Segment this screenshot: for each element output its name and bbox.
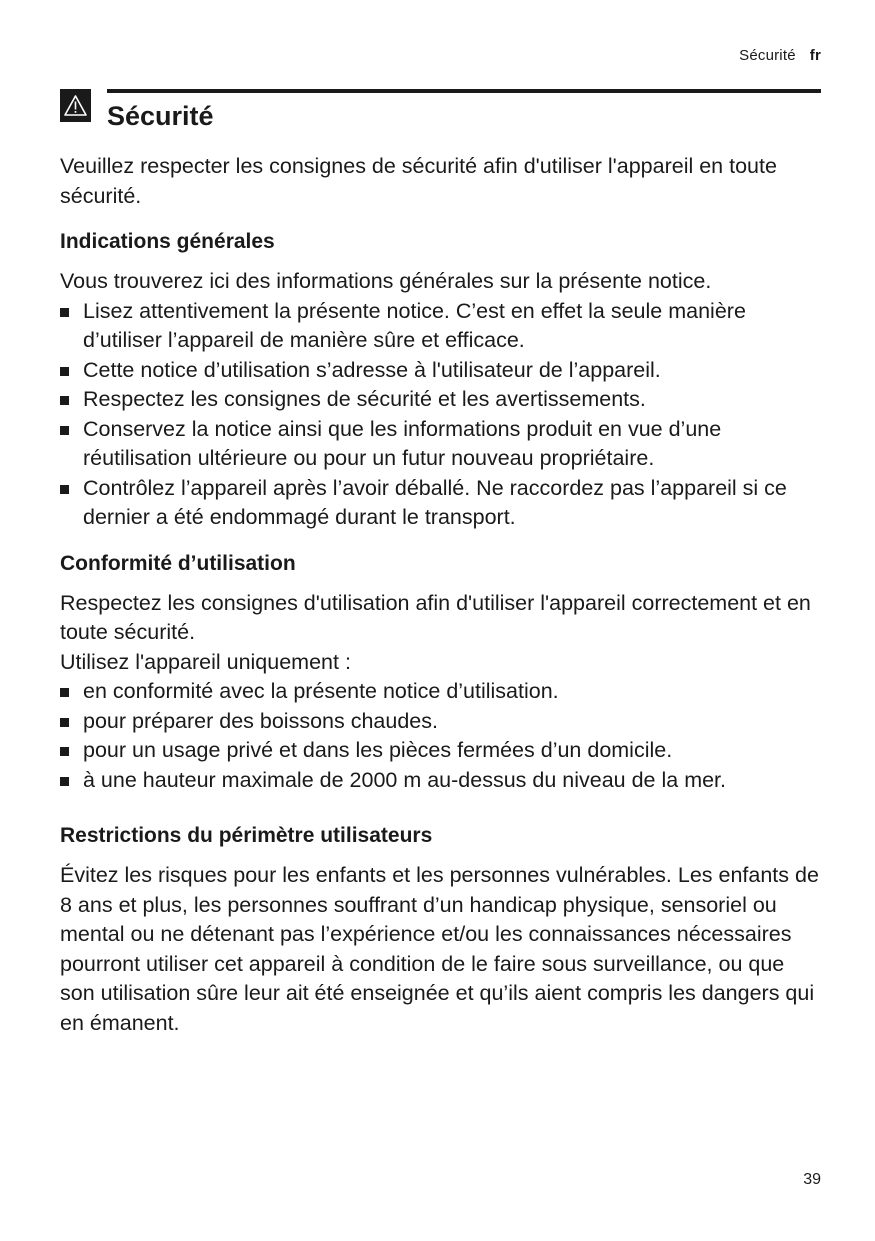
list-item: en conformité avec la présente notice d’utilisation. — [60, 677, 823, 707]
section-heading-user-restrictions: Restrictions du périmètre utilisateurs — [60, 824, 433, 847]
page-title: Sécurité — [107, 101, 214, 131]
list-item: pour un usage privé et dans les pièces fermées d’un domicile. — [60, 736, 823, 766]
list-item: Conservez la notice ainsi que les informations produit en vue d’une réutilisation ultérieure ou pour un futur nouveau propriétaire. — [60, 415, 823, 474]
section-paragraph-general: Vous trouverez ici des informations générales sur la présente notice. — [60, 269, 712, 293]
header-rule — [107, 89, 821, 93]
list-item: Lisez attentivement la présente notice. C’est en effet la seule manière d’utiliser l’appareil de manière sûre et efficace. — [60, 297, 823, 356]
bullet-icon — [60, 688, 69, 697]
list-item: Contrôlez l’appareil après l’avoir déballé. Ne raccordez pas l’appareil si ce dernier a été endommagé durant le transport. — [60, 474, 823, 533]
running-header-language: fr — [809, 47, 821, 64]
section-paragraph-intended-use: Respectez les consignes d'utilisation afin d'utiliser l'appareil correctement et en toute sécurité. — [60, 590, 811, 644]
section-paragraph-intended-use-2: Utilisez l'appareil uniquement : — [60, 649, 351, 674]
bullet-icon — [60, 747, 69, 756]
bullet-list-general — [60, 297, 823, 533]
main-content — [60, 152, 823, 1038]
bullet-icon — [60, 718, 69, 727]
page-number: 39 — [803, 1171, 821, 1188]
section-heading-general: Indications générales — [60, 230, 275, 253]
intro-paragraph: Veuillez respecter les consignes de sécurité afin d'utiliser l'appareil en toute sécurité. — [60, 154, 777, 208]
bullet-icon — [60, 426, 69, 435]
running-header — [739, 47, 821, 64]
list-item: à une hauteur maximale de 2000 m au-dessus du niveau de la mer. — [60, 766, 823, 796]
section-paragraph-user-restrictions: Évitez les risques pour les enfants et les personnes vulnérables. Les enfants de 8 ans et plus, les personnes souffrant d’un handicap physique, sensoriel ou mental ou ne détenant pas l’expérience et/ou les connaissances nécessaires pourront utiliser cet appareil à condition de le faire sous surveillance, ou que son utilisation sûre leur ait été enseignée et qu’ils aient compris les dangers qui en émanent. — [60, 863, 819, 1035]
bullet-icon — [60, 485, 69, 494]
list-item: Respectez les consignes de sécurité et les avertissements. — [60, 385, 823, 415]
bullet-icon — [60, 777, 69, 786]
list-item: Cette notice d’utilisation s’adresse à l'utilisateur de l’appareil. — [60, 356, 823, 386]
running-header-section: Sécurité — [739, 47, 796, 64]
section-heading-intended-use: Conformité d’utilisation — [60, 551, 296, 575]
bullet-list-intended-use — [60, 677, 823, 795]
bullet-icon — [60, 308, 69, 317]
warning-triangle-icon — [60, 89, 91, 122]
list-item: pour préparer des boissons chaudes. — [60, 707, 823, 737]
bullet-icon — [60, 396, 69, 405]
bullet-icon — [60, 367, 69, 376]
